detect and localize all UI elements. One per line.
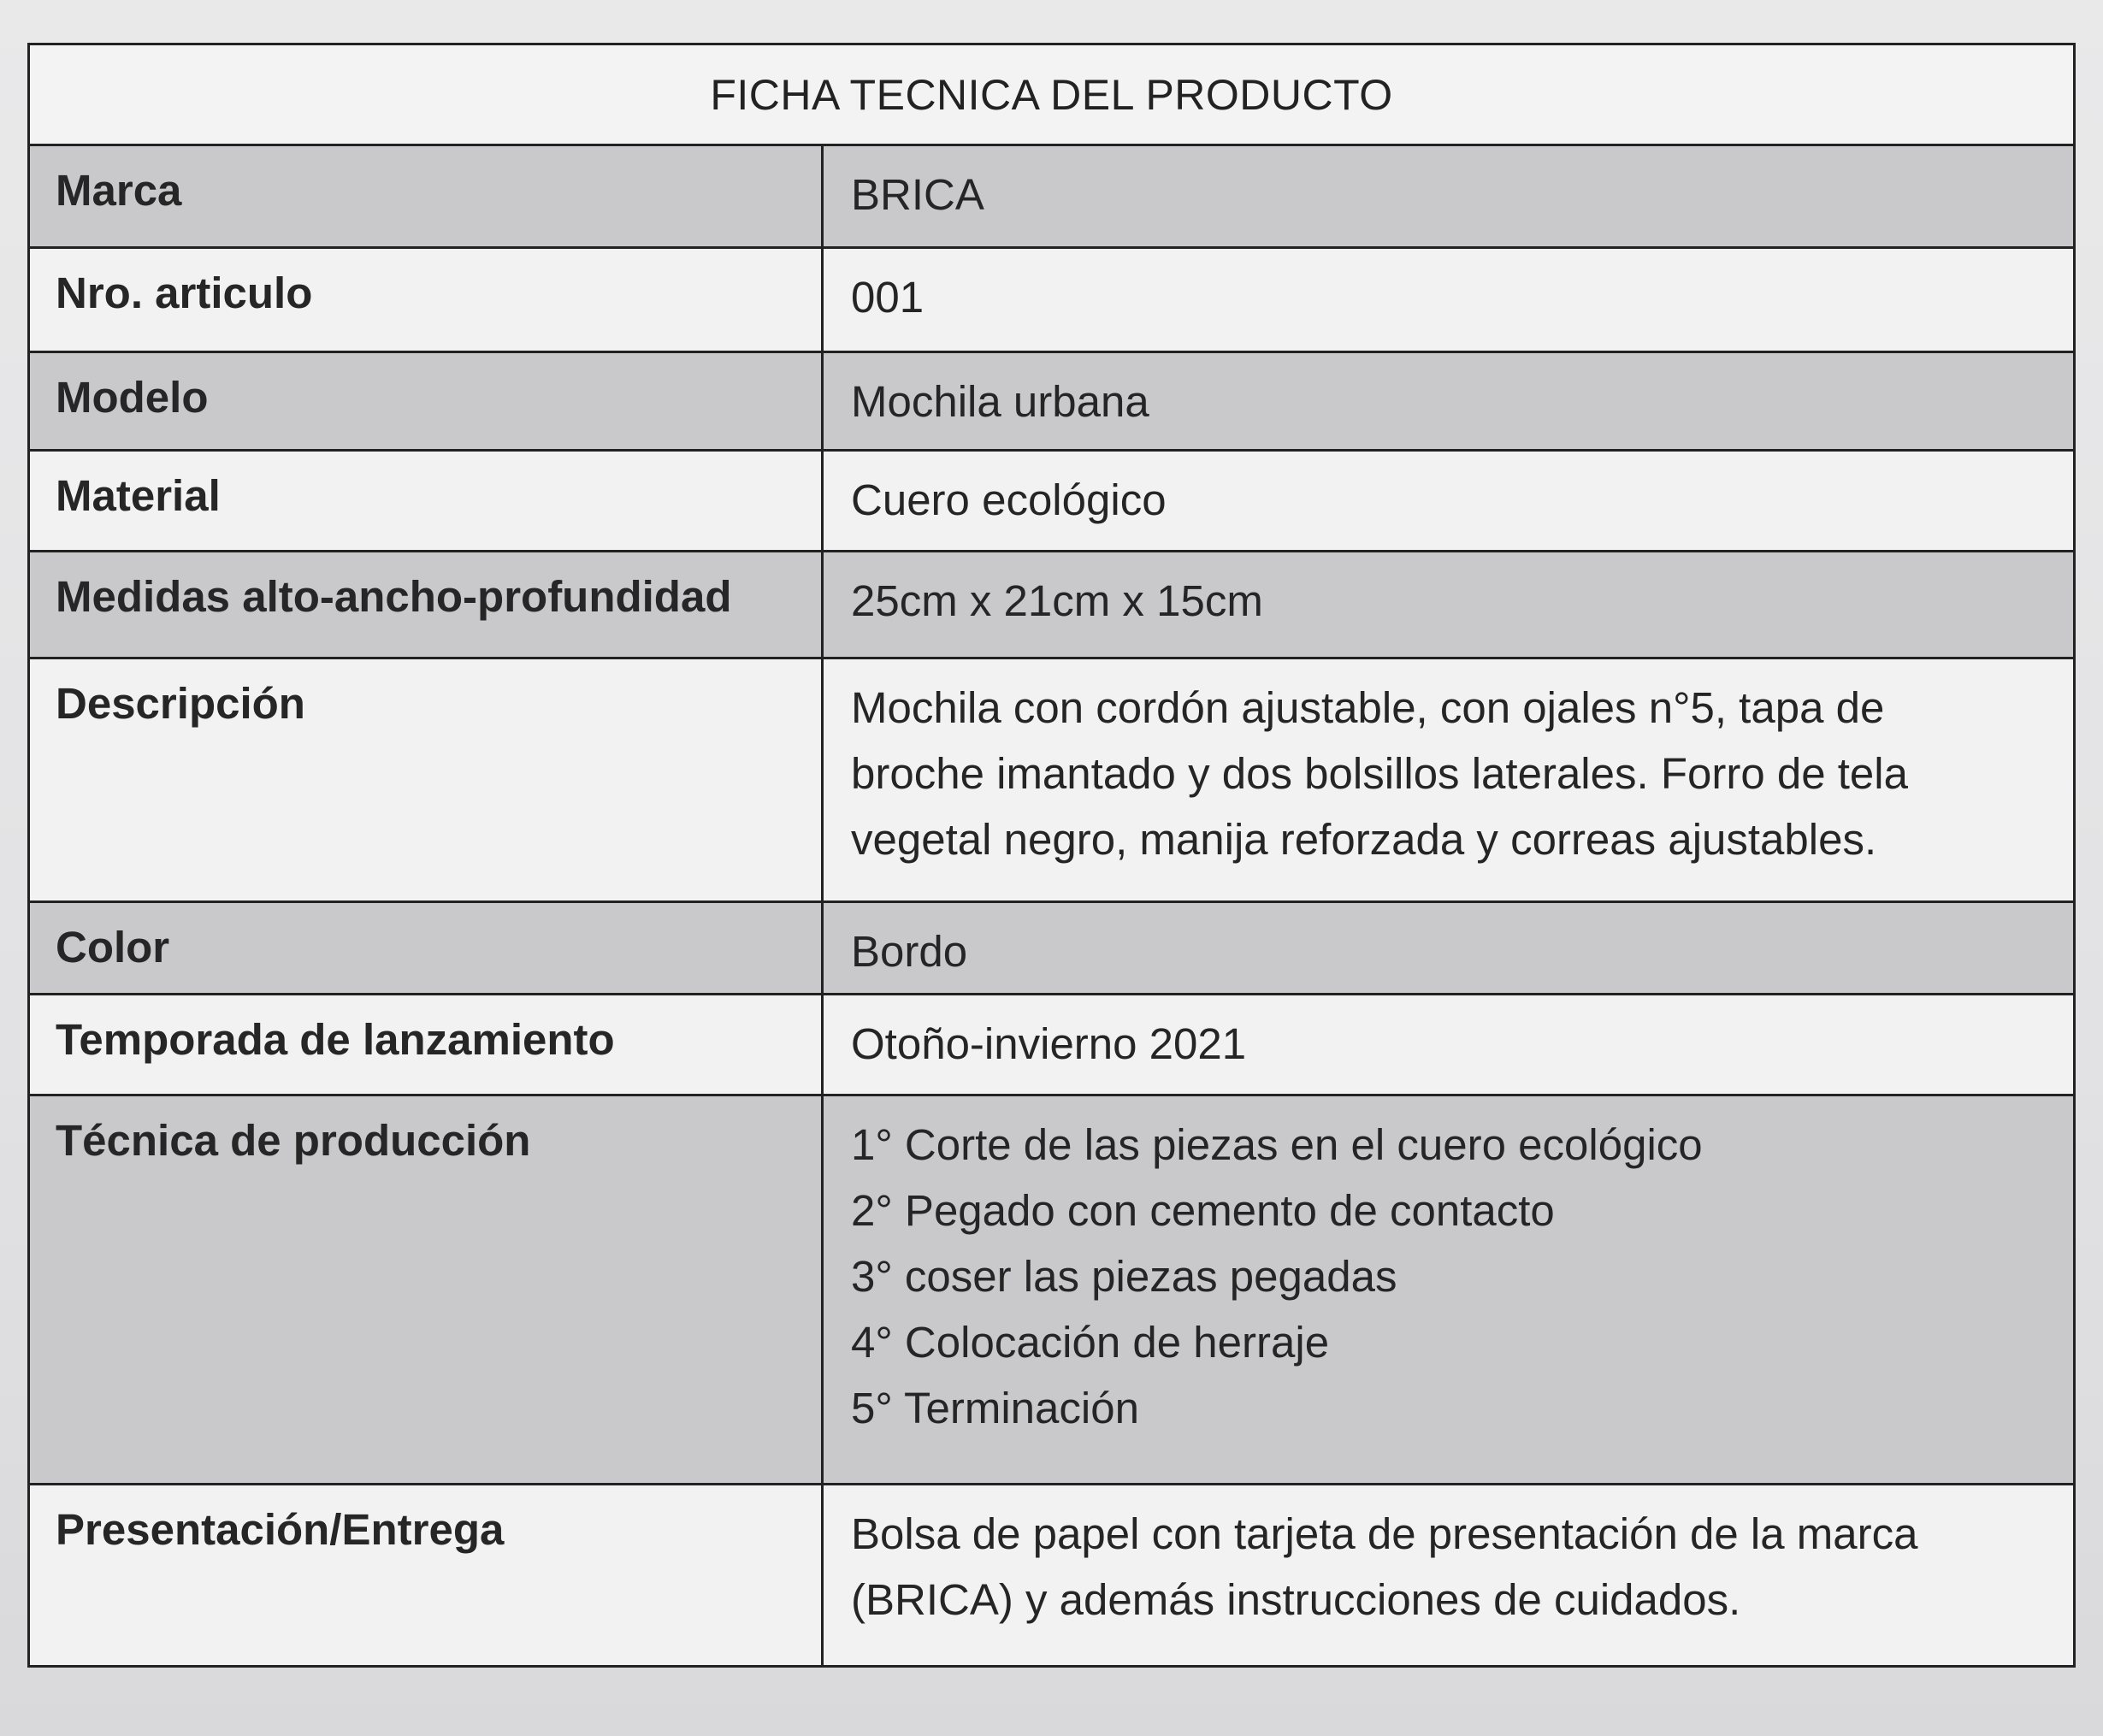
- label-presentacion: Presentación/Entrega: [30, 1485, 824, 1665]
- row-temporada: [30, 995, 2073, 1096]
- descripcion-line: vegetal negro, manija reforzada y correas ajustables.: [851, 815, 1877, 864]
- label-color: Color: [30, 903, 824, 993]
- label-tecnica-produccion: Técnica de producción: [30, 1096, 824, 1483]
- value-temporada: Otoño-invierno 2021: [851, 1019, 1247, 1068]
- label-modelo: Modelo: [30, 353, 824, 449]
- row-material: [30, 452, 2073, 552]
- descripcion-line: Mochila con cordón ajustable, con ojales n°5, tapa de: [851, 683, 1885, 732]
- row-medidas: [30, 552, 2073, 659]
- product-spec-sheet: [27, 43, 2076, 1668]
- label-marca: Marca: [30, 146, 824, 246]
- value-material: Cuero ecológico: [851, 475, 1167, 524]
- production-step: 3° coser las piezas pegadas: [851, 1252, 1397, 1301]
- row-descripcion: [30, 659, 2073, 903]
- label-descripcion: Descripción: [30, 659, 824, 900]
- row-tecnica-produccion: [30, 1096, 2073, 1485]
- value-modelo: Mochila urbana: [851, 377, 1149, 426]
- sheet-title: FICHA TECNICA DEL PRODUCTO: [710, 70, 1393, 119]
- row-marca: [30, 146, 2073, 249]
- value-descripcion: [824, 659, 2073, 900]
- row-modelo: [30, 353, 2073, 452]
- presentacion-line: (BRICA) y además instrucciones de cuidados.: [851, 1575, 1741, 1624]
- value-nro-articulo: 001: [851, 273, 924, 322]
- value-medidas: 25cm x 21cm x 15cm: [851, 576, 1263, 625]
- row-nro-articulo: [30, 249, 2073, 353]
- value-marca: BRICA: [851, 170, 984, 219]
- value-presentacion: [824, 1485, 2073, 1665]
- label-medidas: Medidas alto-ancho-profundidad: [30, 552, 824, 657]
- production-step: 2° Pegado con cemento de contacto: [851, 1186, 1555, 1235]
- value-tecnica-produccion: [824, 1096, 2073, 1483]
- label-nro-articulo: Nro. articulo: [30, 249, 824, 351]
- row-presentacion: [30, 1485, 2073, 1665]
- presentacion-line: Bolsa de papel con tarjeta de presentación de la marca: [851, 1509, 1918, 1558]
- production-step: 1° Corte de las piezas en el cuero ecológico: [851, 1120, 1703, 1169]
- label-temporada: Temporada de lanzamiento: [30, 995, 824, 1094]
- title-row: [30, 45, 2073, 146]
- row-color: [30, 903, 2073, 995]
- production-step: 4° Colocación de herraje: [851, 1318, 1330, 1367]
- descripcion-line: broche imantado y dos bolsillos laterales. Forro de tela: [851, 749, 1908, 798]
- value-color: Bordo: [851, 927, 968, 976]
- production-step: 5° Terminación: [851, 1384, 1139, 1432]
- label-material: Material: [30, 452, 824, 550]
